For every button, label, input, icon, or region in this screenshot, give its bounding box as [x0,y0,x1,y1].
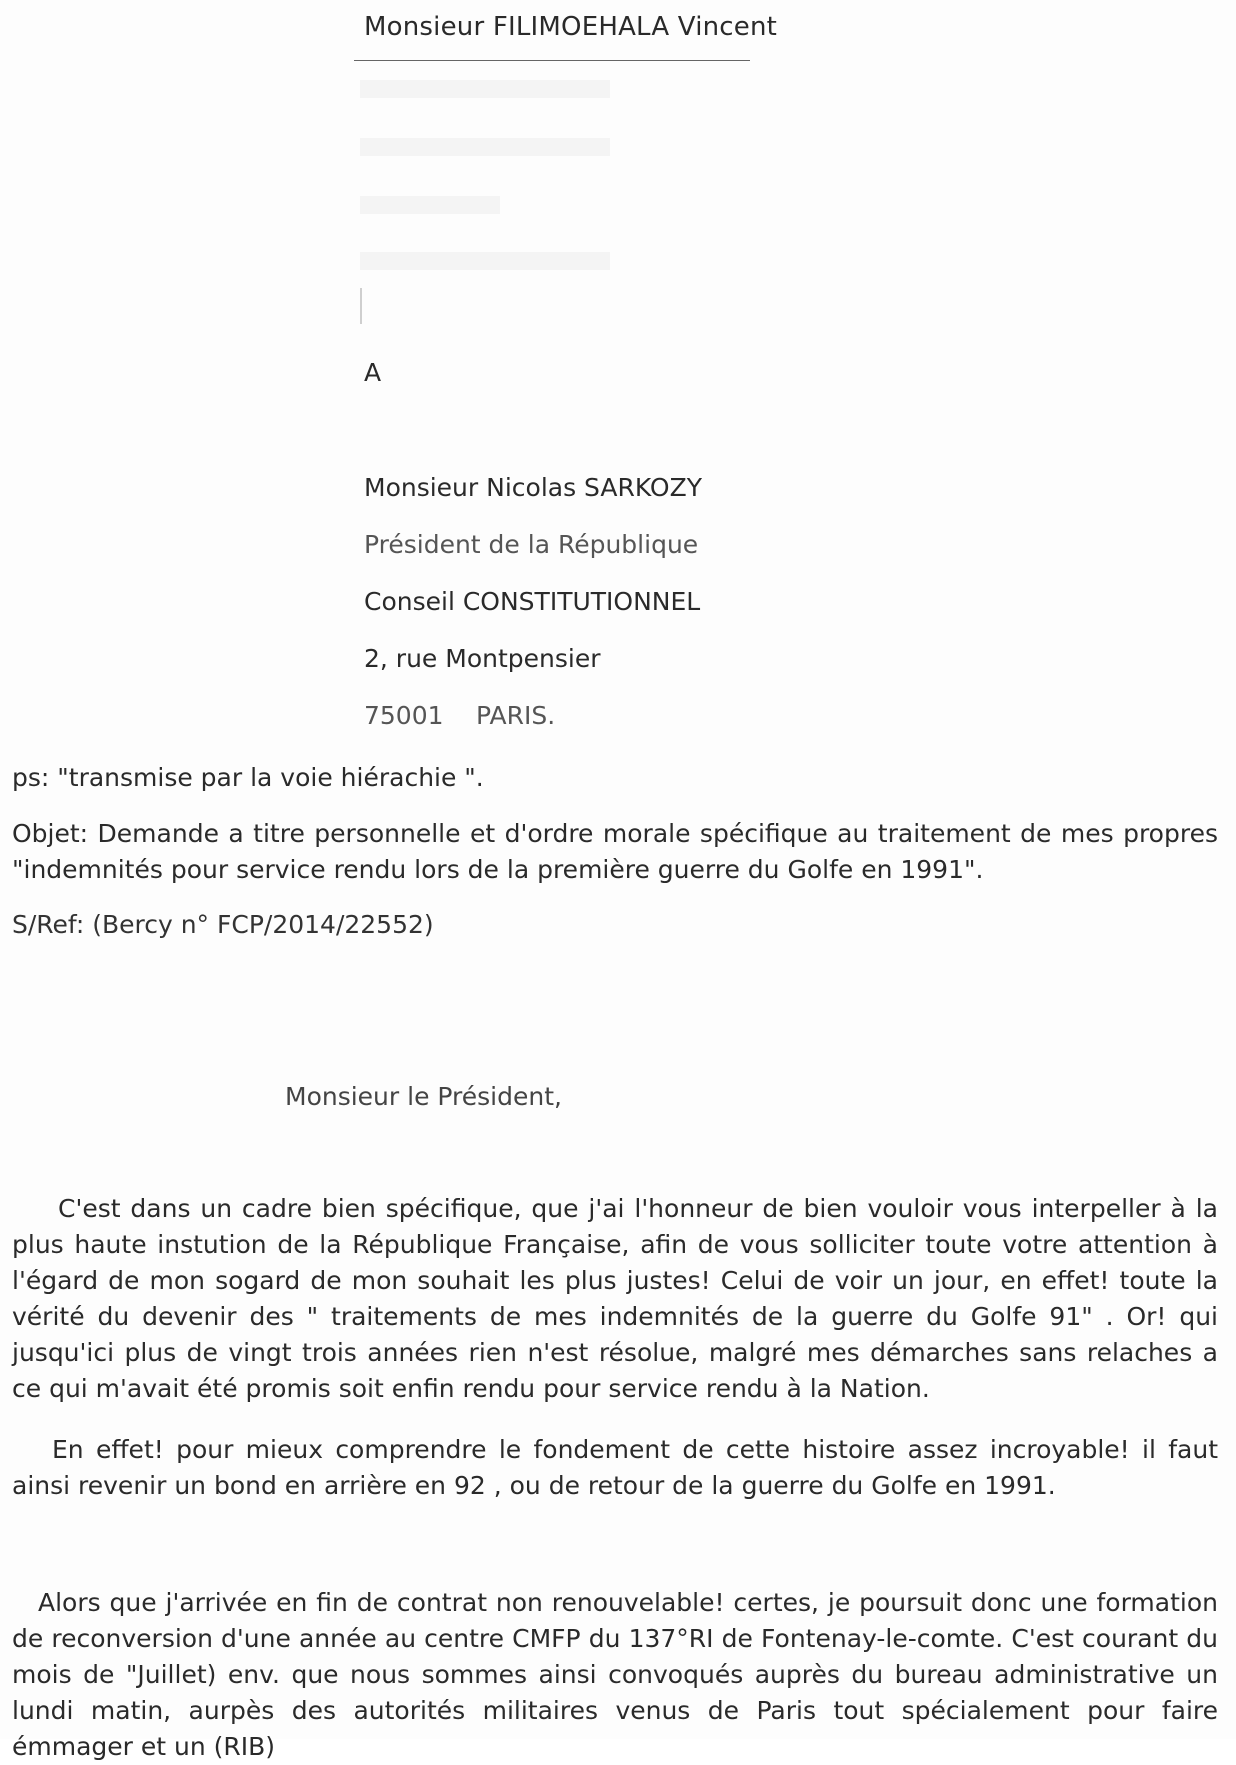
to-prefix: A [364,358,382,387]
reference-line: S/Ref: (Bercy n° FCP/2014/22552) [12,910,434,939]
recipient-title: Président de la République [364,530,699,559]
body-paragraph: Alors que j'arrivée en fin de contrat non renouvelable! certes, je poursuit donc une formation de reconversion d'une année au centre CMFP du 137°RI de Fontenay-le-comte. C'est courant du mois de "Juillet) env. que nous sommes ainsi convoqués auprès du bureau administrative un lundi matin, aurpès des autorités militaires venus de Paris tout spécialement pour faire émmager et un (RIB) [12,1588,1218,1761]
redaction-mark [360,288,362,324]
body-paragraph: C'est dans un cadre bien spécifique, que j'ai l'honneur de bien vouloir vous interpeller à la plus haute instution de la République Française, afin de vous solliciter toute votre attention à l'égard de mon sogard de mon souhait les plus justes! Celui de voir un jour, en effet! toute la vérité du devenir des " traitements de mes indemnités de la guerre du Golfe 91" . Or! qui jusqu'ici plus de vingt trois années rien n'est résolue, malgré mes démarches sans relaches a ce qui m'avait été promis soit enfin rendu pour service rendu à la Nation. [12,1194,1218,1403]
recipient-postcode: 75001 [364,701,444,730]
recipient-name: Monsieur Nicolas SARKOZY [364,473,702,502]
salutation: Monsieur le Président, [285,1082,562,1111]
redacted-address-line [360,80,610,98]
sender-name: Monsieur FILIMOEHALA Vincent [364,12,778,42]
subject-line: Objet: Demande a titre personnelle et d'ordre morale spécifique au traitement de mes propres "indemnités pour service rendu lors de la première guerre du Golfe en 1991". [12,819,1218,884]
recipient-city: PARIS. [476,701,556,730]
recipient-institution: Conseil CONSTITUTIONNEL [364,587,701,616]
body-paragraph: En effet! pour mieux comprendre le fondement de cette histoire assez incroyable! il faut ainsi revenir un bond en arrière en 92 , ou de retour de la guerre du Golfe en 1991. [12,1435,1218,1500]
redacted-address-line [360,138,610,156]
postscript-line: ps: "transmise par la voie hiérachie ". [12,763,484,792]
recipient-street: 2, rue Montpensier [364,644,601,673]
redacted-address-line [360,252,610,270]
sender-underline [354,60,750,61]
redacted-address-line [360,196,500,214]
